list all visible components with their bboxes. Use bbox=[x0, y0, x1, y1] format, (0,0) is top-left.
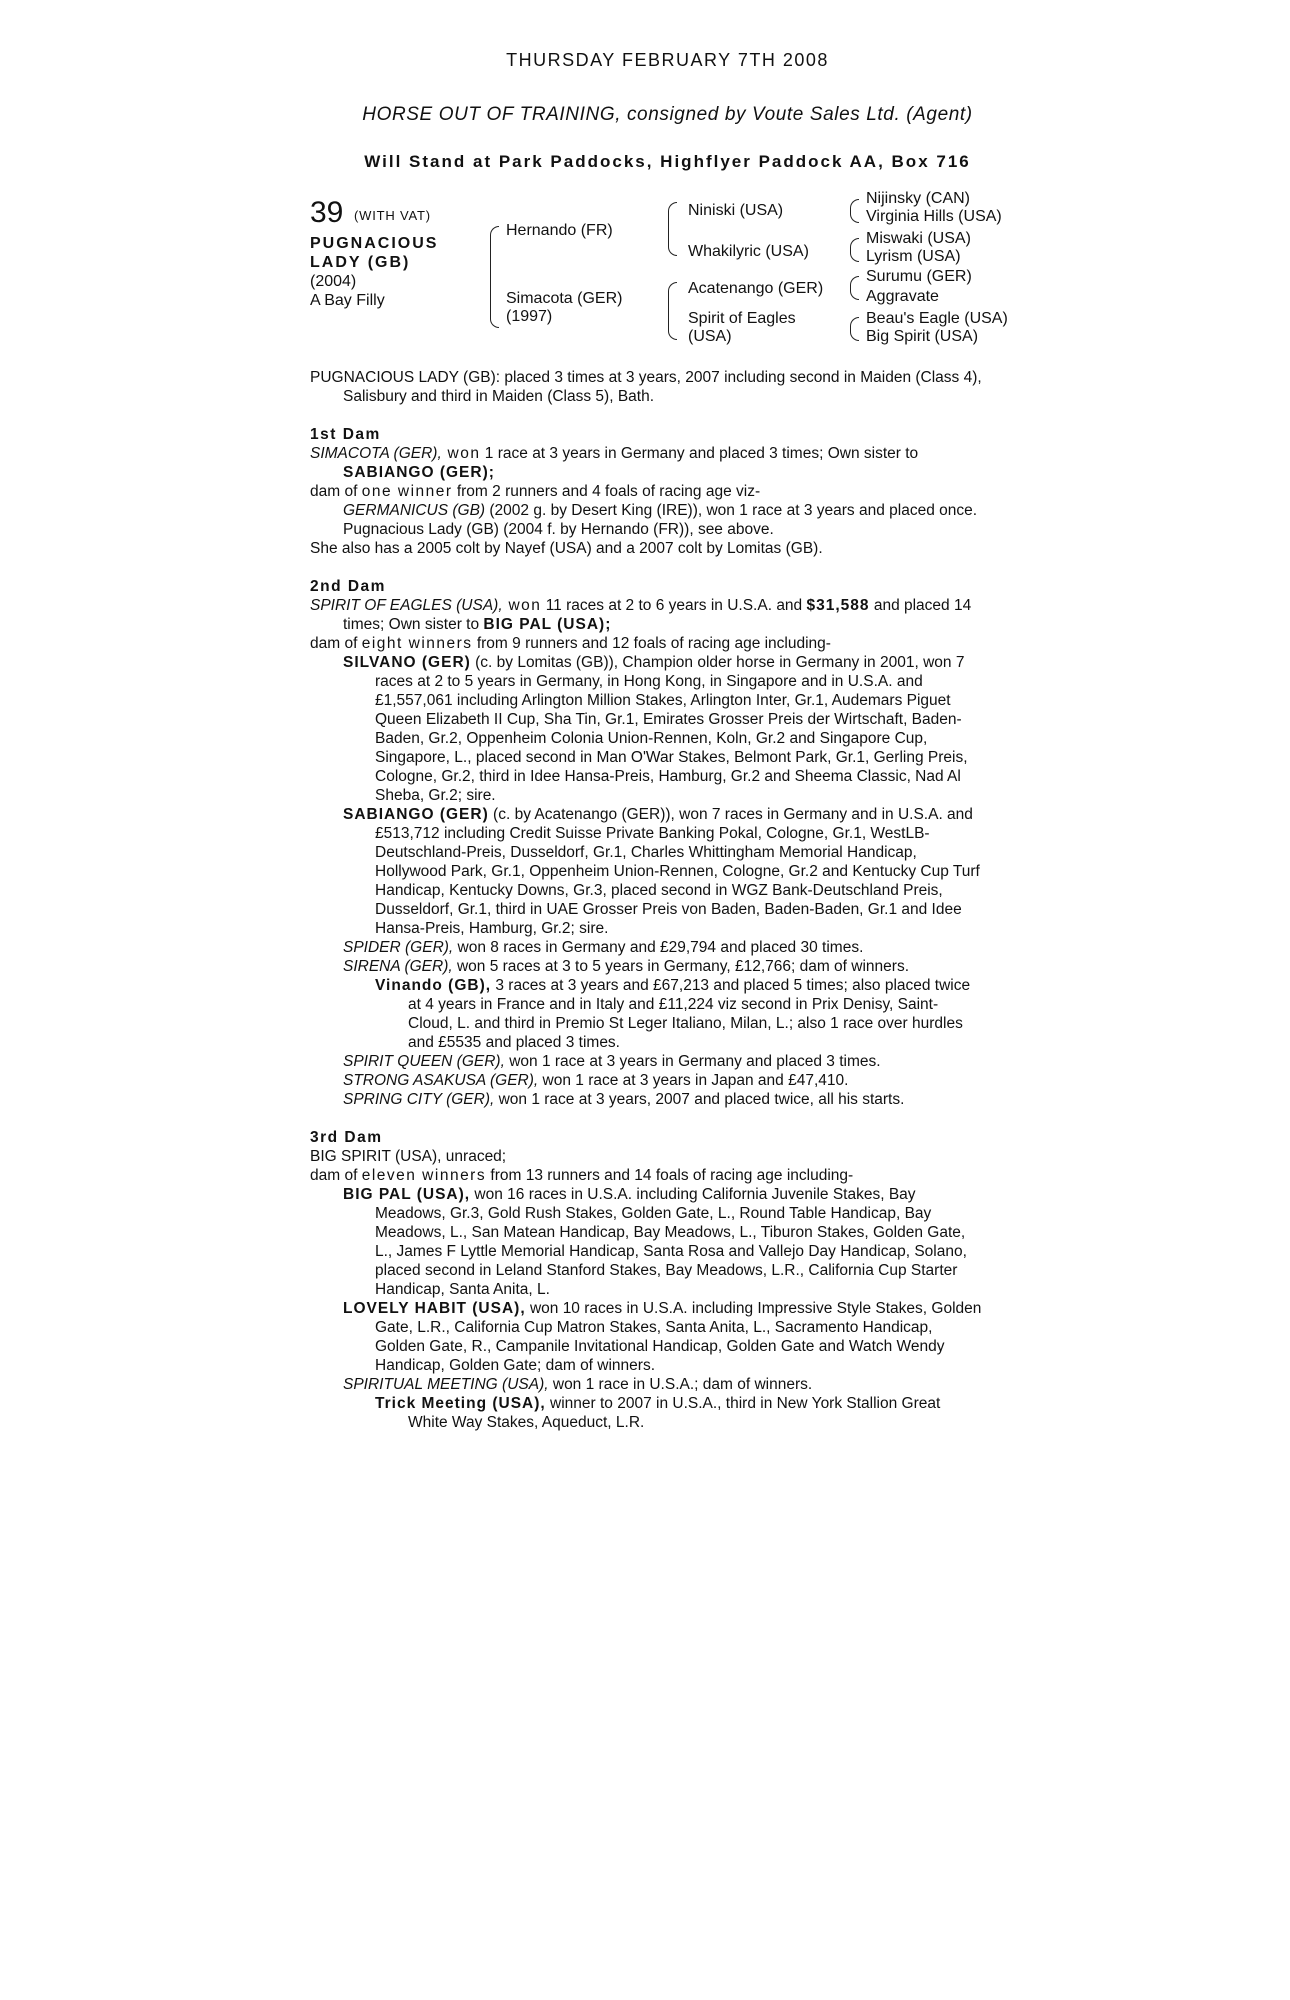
first-dam-heading: 1st Dam bbox=[310, 426, 381, 443]
dam: Simacota (GER) bbox=[506, 290, 623, 307]
pedigree-brace bbox=[850, 317, 859, 341]
produce-sabiango: SABIANGO (GER) (c. by Acatenango (GER)), won 7 races in Germany and in U.S.A. and £513,712 including Credit Suisse Private Banking Pokal, Cologne, Gr.1, WestLB-Deutschland-Preis, Dusseldorf, Gr.1, Charles Whittingham Memorial Handicap, Hollywood Park, Gr.1, Oppenheim Union-Rennen, Cologne, Gr.2 and Kentucky Cup Turf Handicap, Kentucky Downs, Gr.3, placed second in WGZ Bank-Deutschland Preis, Dusseldorf, Gr.1, third in UAE Grosser Preis von Baden, Baden-Baden, Gr.1 and Idee Hansa-Preis, Hamburg, Gr.2; sire. bbox=[343, 806, 980, 937]
third-dam-heading: 3rd Dam bbox=[310, 1129, 383, 1146]
sire-sire: Niniski (USA) bbox=[688, 202, 784, 219]
stand-location: Will Stand at Park Paddocks, Highflyer Paddock AA, Box 716 bbox=[364, 152, 971, 171]
dam-year: (1997) bbox=[506, 308, 553, 325]
dam-dam: Spirit of Eagles (USA) bbox=[688, 310, 796, 345]
sire: Hernando (FR) bbox=[506, 222, 613, 239]
horse-name: PUGNACIOUS LADY (GB) bbox=[310, 235, 439, 271]
ds-sire: Surumu (GER) bbox=[866, 268, 972, 285]
dam-of-line: dam of eight winners from 9 runners and 12 foals of racing age including- bbox=[310, 635, 831, 652]
ss-dam: Virginia Hills (USA) bbox=[866, 208, 1002, 225]
ds-dam: Aggravate bbox=[866, 288, 939, 305]
dam-of-line: dam of one winner from 2 runners and 4 foals of racing age viz- bbox=[310, 483, 761, 500]
dam-sire: Acatenango (GER) bbox=[688, 280, 824, 297]
dd-sire: Beau's Eagle (USA) bbox=[866, 310, 1008, 327]
foaling-year: (2004) bbox=[310, 273, 357, 290]
sd-dam: Lyrism (USA) bbox=[866, 248, 961, 265]
also-has-line: She also has a 2005 colt by Nayef (USA) and a 2007 colt by Lomitas (GB). bbox=[310, 540, 823, 557]
ss-sire: Nijinsky (CAN) bbox=[866, 190, 970, 207]
produce-sirena: SIRENA (GER), won 5 races at 3 to 5 years in Germany, £12,766; dam of winners. bbox=[343, 958, 910, 975]
produce-vinando: Vinando (GB), 3 races at 3 years and £67,213 and placed 5 times; also placed twice at 4 years in France and in Italy and £11,224 viz second in Prix Denisy, Saint-Cloud, L. and third in Premio St Leger Italiano, Milan, L.; also 1 race over hurdles and £5535 and placed 3 times. bbox=[375, 977, 971, 1051]
produce-germanicus: GERMANICUS (GB) (2002 g. by Desert King (IRE)), won 1 race at 3 years and placed once. bbox=[343, 502, 978, 519]
produce-strong-asakusa: STRONG ASAKUSA (GER), won 1 race at 3 years in Japan and £47,410. bbox=[343, 1072, 849, 1089]
race-summary: PUGNACIOUS LADY (GB): placed 3 times at 3 years, 2007 including second in Maiden (Class 4), Salisbury and third in Maiden (Class 5), Bath. bbox=[310, 369, 982, 405]
horse-description: A Bay Filly bbox=[310, 292, 385, 309]
produce-big-pal: BIG PAL (USA), won 16 races in U.S.A. including California Juvenile Stakes, Bay Meadows, Gr.3, Gold Rush Stakes, Golden Gate, L., Round Table Handicap, Bay Meadows, L., San Matean Handicap, Bay Meadows, L., Tiburon Stakes, Golden Gate, L., James F Lyttle Memorial Handicap, Santa Rosa and Vallejo Day Handicap, Solano, placed second in Leland Stanford Stakes, Bay Meadows, L.R., California Cup Starter Handicap, Santa Anita, L. bbox=[343, 1186, 967, 1298]
produce-spiritual-meeting: SPIRITUAL MEETING (USA), won 1 race in U.S.A.; dam of winners. bbox=[343, 1376, 813, 1393]
lot-number: 39 bbox=[310, 196, 344, 229]
sale-date: THURSDAY FEBRUARY 7TH 2008 bbox=[506, 50, 829, 70]
first-dam-entry: SIMACOTA (GER), won 1 race at 3 years in Germany and placed 3 times; Own sister to bbox=[310, 445, 919, 462]
second-dam-entry: SPIRIT OF EAGLES (USA), won 11 races at 2 to 6 years in U.S.A. and $31,588 and placed 14 times; Own sister to BIG PAL (USA); bbox=[310, 597, 972, 633]
pedigree-brace bbox=[668, 202, 677, 256]
pedigree-brace bbox=[850, 276, 859, 300]
third-dam-entry: BIG SPIRIT (USA), unraced; bbox=[310, 1148, 507, 1165]
produce-pugnacious: Pugnacious Lady (GB) (2004 f. by Hernando (FR)), see above. bbox=[343, 521, 774, 538]
pedigree-brace bbox=[850, 199, 859, 223]
sire-dam: Whakilyric (USA) bbox=[688, 243, 809, 260]
produce-lovely-habit: LOVELY HABIT (USA), won 10 races in U.S.A. including Impressive Style Stakes, Golden Gate, L.R., California Cup Matron Stakes, Santa Anita, L., Sacramento Handicap, Golden Gate, R., Campanile Invitational Handicap, Golden Gate and Watch Wendy Handicap, Golden Gate; dam of winners. bbox=[343, 1300, 982, 1374]
own-sister: SABIANGO (GER); bbox=[343, 464, 495, 481]
vat-note: (WITH VAT) bbox=[354, 208, 431, 223]
produce-spirit-queen: SPIRIT QUEEN (GER), won 1 race at 3 years in Germany and placed 3 times. bbox=[343, 1053, 881, 1070]
consignment-line: HORSE OUT OF TRAINING, consigned by Voute Sales Ltd. (Agent) bbox=[362, 104, 973, 125]
produce-spring-city: SPRING CITY (GER), won 1 race at 3 years, 2007 and placed twice, all his starts. bbox=[343, 1091, 905, 1108]
pedigree-brace bbox=[850, 238, 859, 262]
dam-of-line: dam of eleven winners from 13 runners and 14 foals of racing age including- bbox=[310, 1167, 854, 1184]
lot-pedigree-block bbox=[310, 190, 1025, 356]
catalogue-body bbox=[310, 368, 982, 1432]
produce-silvano: SILVANO (GER) (c. by Lomitas (GB)), Champion older horse in Germany in 2001, won 7 races at 2 to 5 years in Germany, in Hong Kong, in Singapore and in U.S.A. and £1,557,061 including Arlington Million Stakes, Arlington Inter, Gr.1, Audemars Piguet Queen Elizabeth II Cup, Sha Tin, Gr.1, Emirates Grosser Preis der Wirtschaft, Baden-Baden, Gr.2, Oppenheim Colonia Union-Rennen, Koln, Gr.2 and Singapore Cup, Singapore, L., placed second in Man O'War Stakes, Belmont Park, Gr.1, Gerling Preis, Cologne, Gr.2, third in Idee Hansa-Preis, Hamburg, Gr.2 and Sheema Classic, Nad Al Sheba, Gr.2; sire. bbox=[343, 654, 968, 804]
second-dam-heading: 2nd Dam bbox=[310, 578, 386, 595]
pedigree-brace bbox=[490, 226, 499, 328]
pedigree-brace bbox=[668, 282, 677, 340]
produce-trick-meeting: Trick Meeting (USA), winner to 2007 in U.S.A., third in New York Stallion Great White Way Stakes, Aqueduct, L.R. bbox=[375, 1395, 941, 1431]
produce-spider: SPIDER (GER), won 8 races in Germany and £29,794 and placed 30 times. bbox=[343, 939, 864, 956]
sd-sire: Miswaki (USA) bbox=[866, 230, 971, 247]
dd-dam: Big Spirit (USA) bbox=[866, 328, 979, 345]
